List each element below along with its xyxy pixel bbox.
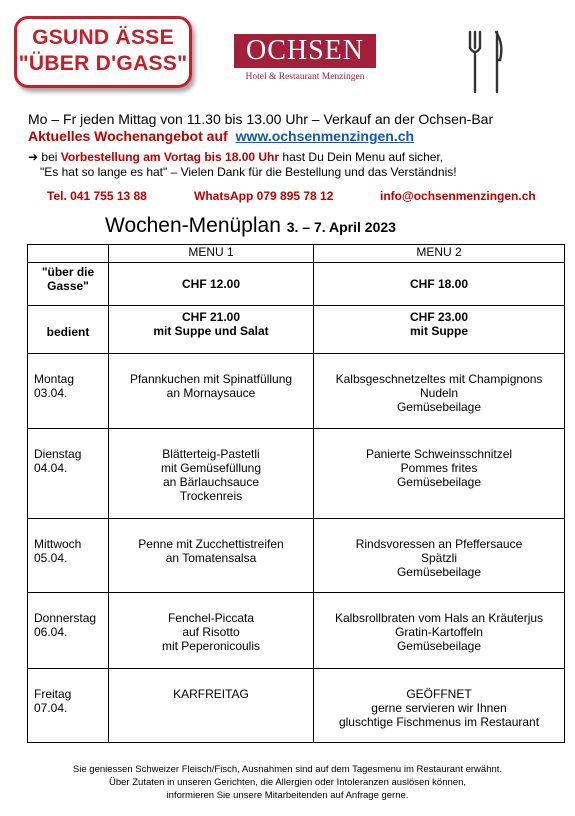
plan-dates: 3. – 7. April 2023 — [286, 219, 396, 235]
day-cell — [28, 354, 109, 429]
served-price-menu1: CHF 21.00 — [181, 310, 241, 324]
dish-line: Rindsvoressen an Pfeffersauce — [355, 537, 523, 551]
served-menu1 — [109, 306, 314, 354]
dish-line: Panierte Schweinsschnitzel — [365, 447, 513, 461]
offer-label: Aktuelles Wochenangebot auf — [28, 128, 228, 144]
day-cell — [28, 519, 109, 593]
menu2-cell — [314, 669, 565, 743]
preorder-suffix: hast Du Dein Menu auf sicher, — [282, 150, 444, 164]
logo-text: OCHSEN — [245, 35, 364, 66]
table-row — [28, 519, 565, 593]
served-row — [28, 306, 565, 354]
menu1-cell — [109, 519, 314, 593]
takeaway-label: "über die Gasse" — [28, 263, 109, 306]
header-menu2: MENU 2 — [314, 245, 565, 263]
dish-line: Gratin-Kartoffeln — [395, 625, 483, 639]
footer-line3: informieren Sie unsere Mitarbeitenden auf Anfrage gerne. — [166, 790, 409, 801]
weekly-offer — [28, 128, 414, 144]
contact-whatsapp[interactable]: WhatsApp 079 895 78 12 — [194, 189, 334, 203]
dish-line: Kalbsrollbraten vom Hals an Kräuterjus — [334, 611, 544, 625]
dish-line: auf Risotto — [182, 625, 240, 639]
dish-line: an Bärlauchsauce — [162, 475, 260, 489]
contact-email[interactable]: info@ochsenmenzingen.ch — [380, 189, 536, 203]
dish-line: mit Peperonicoulis — [161, 639, 261, 653]
preorder-note — [28, 150, 443, 164]
day-cell — [28, 429, 109, 519]
dish-line: Penne mit Zucchettistreifen — [138, 537, 284, 551]
badge-line1: GSUND ÄSSE — [32, 26, 174, 49]
footer-line2: Über Zutaten in unseren Gerichten, die Allergien oder Intoleranzen auslösen können, — [108, 777, 466, 788]
dish-line: Kalbsgeschnetzeltes mit Champignons — [335, 372, 543, 386]
dish-line: KARFREITAG — [173, 687, 249, 701]
table-row — [28, 429, 565, 519]
dish-line: Gemüsebeilage — [396, 475, 482, 489]
served-extra-menu2: mit Suppe — [409, 324, 468, 338]
day-name: Montag — [34, 372, 75, 386]
contact-phone[interactable]: Tel. 041 755 13 88 — [47, 189, 147, 203]
dish-line: Blätterteig-Pastetli — [162, 447, 260, 461]
dish-line: Nudeln — [419, 386, 459, 400]
dish-line: Fenchel-Piccata — [167, 611, 255, 625]
menu2-cell — [314, 519, 565, 593]
header-badge — [14, 16, 192, 88]
served-extra-menu1: mit Suppe und Salat — [153, 324, 269, 338]
preorder-prefix: bei — [41, 150, 58, 164]
page-title — [105, 214, 396, 238]
dish-line: Trockenreis — [179, 489, 243, 503]
menu1-cell — [109, 669, 314, 743]
dish-line: Gemüsebeilage — [396, 565, 482, 579]
preorder-deadline: Vorbestellung am Vortag bis 18.00 Uhr — [60, 150, 280, 164]
served-label: bedient — [28, 306, 109, 354]
day-name: Freitag — [34, 687, 72, 701]
website-link[interactable]: www.ochsenmenzingen.ch — [235, 128, 415, 144]
menu2-cell — [314, 593, 565, 669]
fork-knife-icon — [466, 30, 506, 94]
table-header — [28, 245, 565, 263]
opening-hours: Mo – Fr jeden Mittag von 11.30 bis 13.00 Uhr – Verkauf an der Ochsen-Bar — [28, 111, 494, 127]
dish-line: Gemüsebeilage — [396, 639, 482, 653]
dish-line: Pfannkuchen mit Spinatfüllung — [129, 372, 293, 386]
dish-line: Pommes frites — [400, 461, 478, 475]
day-date: 07.04. — [34, 701, 68, 715]
plan-title: Wochen-Menüplan — [105, 214, 281, 237]
day-name: Donnerstag — [34, 611, 97, 625]
menu-table — [27, 244, 565, 743]
footer-note — [0, 763, 575, 802]
day-name: Mittwoch — [34, 537, 82, 551]
dish-line: an Mornaysauce — [166, 386, 256, 400]
dish-line: Gemüsebeilage — [396, 400, 482, 414]
day-cell — [28, 669, 109, 743]
table-row — [28, 354, 565, 429]
takeaway-price-menu2: CHF 18.00 — [314, 263, 565, 306]
dish-line: gerne servieren wir Ihnen — [371, 701, 507, 715]
dish-line: GEÖFFNET — [406, 687, 472, 701]
day-cell — [28, 593, 109, 669]
dish-line: gluschtige Fischmenus im Restaurant — [338, 715, 540, 729]
menu1-cell — [109, 354, 314, 429]
arrow-right-icon: ➔ — [28, 150, 39, 164]
day-name: Dienstag — [34, 447, 82, 461]
table-row — [28, 593, 565, 669]
dish-line: mit Gemüsefüllung — [160, 461, 262, 475]
served-price-menu2: CHF 23.00 — [409, 310, 469, 324]
badge-line2: "ÜBER D'GASS" — [18, 52, 188, 75]
logo-subtitle: Hotel & Restaurant Menzingen — [245, 72, 365, 82]
day-date: 06.04. — [34, 625, 68, 639]
menu1-cell — [109, 593, 314, 669]
takeaway-row — [28, 263, 565, 306]
day-date: 03.04. — [34, 386, 68, 400]
header-menu1: MENU 1 — [109, 245, 314, 263]
day-date: 05.04. — [34, 551, 68, 565]
restaurant-logo — [234, 34, 376, 68]
served-menu2 — [314, 306, 565, 354]
takeaway-price-menu1: CHF 12.00 — [109, 263, 314, 306]
menu2-cell — [314, 354, 565, 429]
dish-line: Spätzli — [420, 551, 458, 565]
table-row — [28, 669, 565, 743]
day-date: 04.04. — [34, 461, 68, 475]
menu2-cell — [314, 429, 565, 519]
menu1-cell — [109, 429, 314, 519]
dish-line: an Tomatensalsa — [165, 551, 257, 565]
thanks-note: "Es hat so lange es hat" – Vielen Dank für die Bestellung und das Verständnis! — [40, 165, 457, 179]
footer-line1: Sie geniessen Schweizer Fleisch/Fisch, Ausnahmen sind auf dem Tagesmenu im Restaurant erwähnt. — [72, 764, 503, 775]
